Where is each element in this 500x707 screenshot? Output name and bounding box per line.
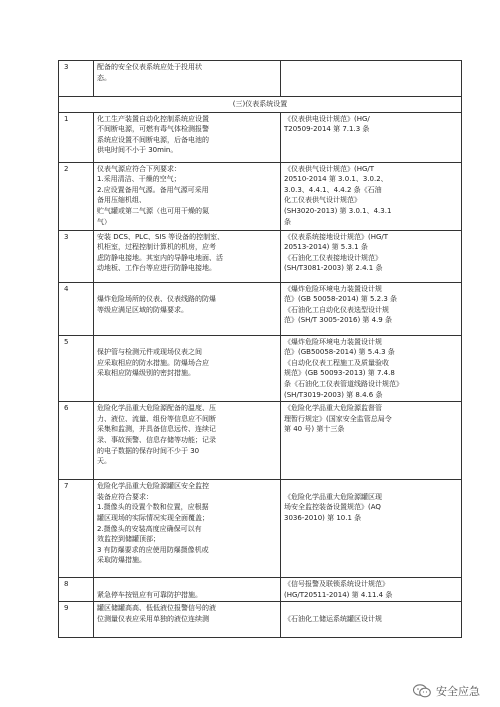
- basis-cell: 《仪表系统接地设计规范》(HG/T 20513-2014) 第 5.3.1 条 《石油化工仪表接地设计规范》 (SH/T3081-2003) 第 2.4.1 条: [281, 230, 462, 282]
- section-title: (三)仪表系统设置: [59, 97, 462, 113]
- requirement-cell: 紧急停车按钮应有可靠防护措施。: [94, 578, 281, 602]
- basis-cell: 《石油化工储运系统罐区设计规: [281, 602, 462, 638]
- basis-cell: 《危险化学品重大危险源罐区现 场安全监控装备设置规范》(AQ 3036-2010) 第 10.1 条: [281, 480, 462, 578]
- row-number: 3: [59, 230, 94, 282]
- section-header-row: [59, 97, 462, 113]
- requirement-cell: 安装 DCS、PLC、SIS 等设备的控制室、 机柜室，过程控制计算机的机房，应考 虑防静电接地。其室内的导静电地面、活 动地板、工作台等应进行防静电接地。: [94, 230, 281, 282]
- requirement-cell: 危险化学品重大危险源配备的温度、压 力、液位、流量、组份等信息应不间断 采集和监测，并具备信息远传、连续记 录、事故预警、信息存储等功能；记录 的电子数据的保存时间不少于 30 天。: [94, 402, 281, 480]
- watermark-text: 安全应急: [436, 685, 480, 698]
- basis-cell: 《危险化学品重大危险源监督管 理暂行规定》(国家安全监管总局令 第 40 号) 第十三条: [281, 402, 462, 480]
- table-row: [59, 162, 462, 230]
- requirement-cell: 化工生产装置自动化控制系统应设置 不间断电源，可燃有毒气体检测报警 系统应设置不间断电源，后备电池的 供电时间不小于 30min。: [94, 112, 281, 162]
- row-number: 2: [59, 162, 94, 230]
- requirement-cell: 爆炸危险场所的仪表、仪表线路的防爆 等级应满足区域的防爆要求。: [94, 282, 281, 335]
- row-number: 7: [59, 480, 94, 578]
- requirement-cell: 罐区储罐高高、低低液位报警信号的液 位测量仪表应采用单独的液位连续测: [94, 602, 281, 638]
- basis-cell: 《爆炸危险环境电力装置设计规 范》(GB 50058-2014) 第 5.2.3 条 《石油化工自动化仪表选型设计规 范》(SH/T 3005-2016) 第 4.9 条: [281, 282, 462, 335]
- requirement-cell: 保护管与检测元件或现场仪表之间 应采取相应的防水措施。防爆场合应 采取相应防爆级别的密封措施。: [94, 335, 281, 402]
- requirements-table: [58, 60, 462, 638]
- table-row: [59, 335, 462, 402]
- table-row: [59, 61, 462, 97]
- row-number: 9: [59, 602, 94, 638]
- table-row: [59, 112, 462, 162]
- table-row: [59, 578, 462, 602]
- row-number: 8: [59, 578, 94, 602]
- row-number: 3: [59, 61, 94, 97]
- table-row: [59, 480, 462, 578]
- document-page: [58, 60, 438, 638]
- row-number: 1: [59, 112, 94, 162]
- requirement-cell: 危险化学品重大危险源罐区安全监控 装备应符合要求： 1.摄像头的设置个数和位置，应根据 罐区现场的实际情况实现全面覆盖； 2.摄像头的安装高度应确保可以有 效监控到储罐顶部； 3 有防爆要求的应使用防爆摄像机或 采取防爆措施。: [94, 480, 281, 578]
- wechat-icon: [413, 684, 431, 698]
- table-body: [59, 61, 462, 638]
- requirement-cell: 配备的安全仪表系统应处于投用状 态。: [94, 61, 281, 97]
- row-number: 4: [59, 282, 94, 335]
- watermark: [413, 683, 480, 699]
- table-row: [59, 230, 462, 282]
- row-number: 6: [59, 402, 94, 480]
- basis-cell: 《仪表供气设计规范》(HG/T 20510-2014 第 3.0.1、3.0.2、 3.0.3、4.4.1、4.4.2 条《石油 化工仪表供气设计规范》 (SH3020-2013) 第 3.0.1、4.3.1 条: [281, 162, 462, 230]
- table-row: [59, 402, 462, 480]
- basis-cell: 《爆炸危险环境电力装置设计规 范》(GB50058-2014) 第 5.4.3 条 《自动化仪表工程施工及质量验收 规范》(GB 50093-2013) 第 7.4.8 条《石油化工仪表管道线路设计规范》 (SH/T3019-2003) 第 8.4.6 条: [281, 335, 462, 402]
- requirement-cell: 仪表气源应符合下列要求： 1.采用清洁、干燥的空气； 2.应设置备用气源。备用气源可采用 备用压缩机组、 贮气罐或第二气源（也可用干燥的氮 气）: [94, 162, 281, 230]
- basis-cell: [281, 61, 462, 97]
- table-row: [59, 602, 462, 638]
- table-row: [59, 282, 462, 335]
- basis-cell: 《信号报警及联锁系统设计规范》 (HG/T20511-2014) 第 4.11.4 条: [281, 578, 462, 602]
- row-number: 5: [59, 335, 94, 402]
- basis-cell: 《仪表供电设计规范》(HG/ T20509-2014 第 7.1.3 条: [281, 112, 462, 162]
